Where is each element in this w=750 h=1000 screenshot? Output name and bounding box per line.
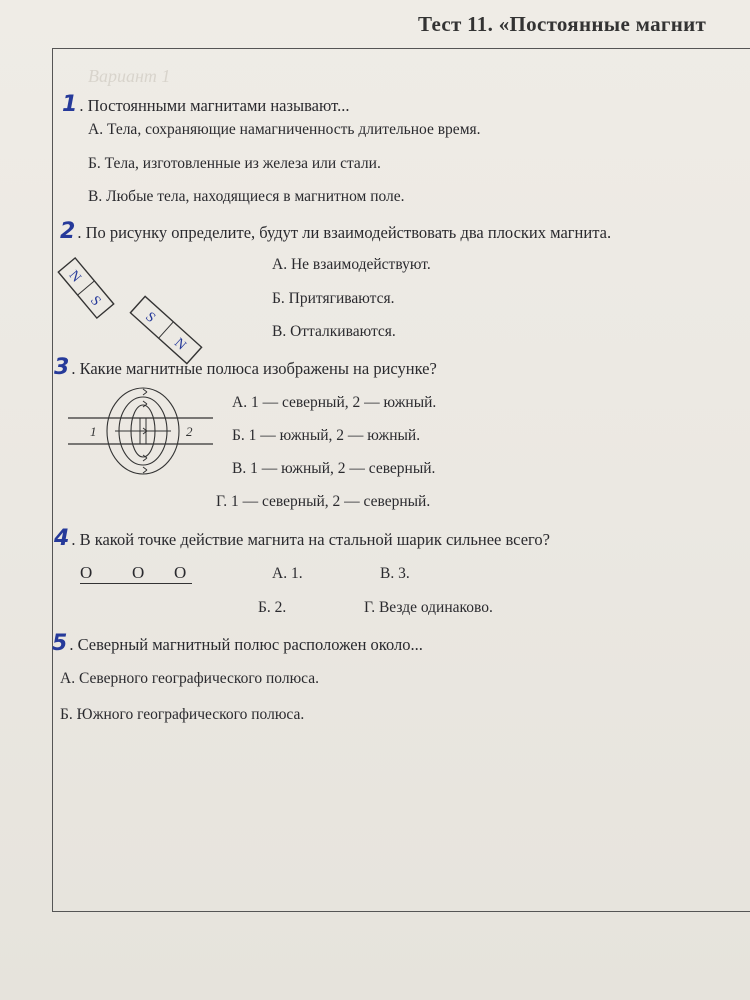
q4-option-a: А. 1. [272,565,303,582]
question-1 [62,92,349,117]
question-number: 3 [54,355,70,380]
magnet-2-label-s: S [142,309,159,326]
magnet-1-label-n: N [65,268,84,286]
test-title: Тест 11. «Постоянные магнит [418,12,707,36]
question-number: 5 [52,631,68,656]
flat-magnets-figure [56,250,226,365]
question-text: . Северный магнитный полюс расположен около... [69,635,423,654]
question-3 [54,355,437,380]
point-1: О [80,563,93,582]
q4-option-d: Г. Везде одинаково. [364,599,493,616]
pole-label-1: 1 [90,424,97,439]
question-number: 2 [60,219,76,244]
q1-option-b: Б. Тела, изготовленные из железа или стали. [88,155,381,172]
q5-option-a: А. Северного географического полюса. [60,670,319,687]
magnet-line [80,583,192,584]
q3-option-b: Б. 1 — южный, 2 — южный. [232,427,421,444]
point-3: О [174,563,187,582]
question-4 [54,526,550,551]
point-2: О [132,563,145,582]
q1-option-c: В. Любые тела, находящиеся в магнитном поле. [88,188,405,205]
question-text: . По рисунку определите, будут ли взаимодействовать два плоских магнита. [77,223,612,242]
q5-option-b: Б. Южного географического полюса. [60,706,305,723]
q1-option-a: А. Тела, сохраняющие намагниченность длительное время. [88,121,481,138]
magnet-1-label-s: S [86,293,104,310]
q2-option-b: Б. Притягиваются. [272,290,395,307]
question-text: . Постоянными магнитами называют... [79,96,350,115]
q4-option-c: В. 3. [380,565,410,582]
question-5 [52,631,423,656]
magnet-1 [58,258,113,318]
variant-ghost-text: Вариант 1 [88,66,171,86]
q2-option-c: В. Отталкиваются. [272,323,396,340]
q3-option-d: Г. 1 — северный, 2 — северный. [216,493,431,510]
magnet-2-label-n: N [171,335,189,354]
pole-label-2: 2 [186,424,193,439]
question-text: . Какие магнитные полюса изображены на рисунке? [71,359,437,378]
question-number: 1 [62,92,78,117]
q3-option-a: А. 1 — северный, 2 — южный. [232,394,437,411]
question-2 [60,219,611,244]
q2-option-a: А. Не взаимодействуют. [272,256,431,273]
q3-option-c: В. 1 — южный, 2 — северный. [232,460,436,477]
test-frame [52,48,750,912]
magnetic-poles-figure [68,386,218,478]
question-text: . В какой точке действие магнита на стальной шарик сильнее всего? [71,530,550,549]
q4-option-b: Б. 2. [258,599,287,616]
magnet-2 [130,296,201,363]
question-number: 4 [54,526,70,551]
steel-ball-points-figure [80,563,192,585]
